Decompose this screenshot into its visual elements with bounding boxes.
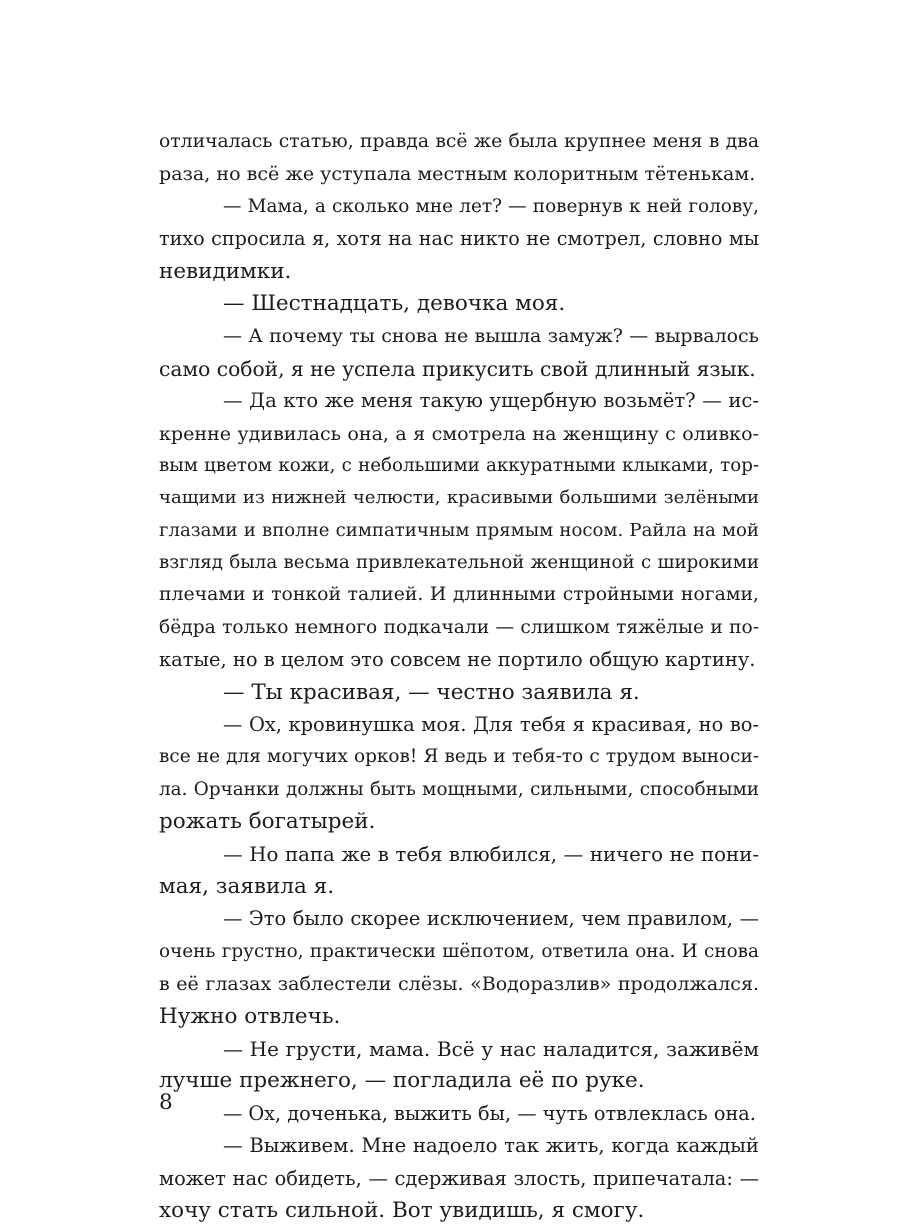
- text-line: раза, но всё же уступала местным колоритным тётенькам.: [159, 163, 756, 186]
- text-line: — Ты красивая, — честно заявила я.: [223, 679, 640, 705]
- body-text: [159, 126, 759, 1227]
- text-line: мая, заявила я.: [159, 873, 335, 899]
- text-line: ла. Орчанки должны быть мощными, сильными, способными: [159, 778, 759, 800]
- text-line: само собой, я не успела прикусить свой длинный язык.: [159, 356, 756, 381]
- text-line: — Это было скорее исключением, чем правилом, —: [223, 907, 759, 931]
- text-line: — Не грусти, мама. Всё у нас наладится, заживём: [223, 1036, 759, 1061]
- text-line: — Но папа же в тебя влюбился, — ничего не пони-: [223, 842, 759, 866]
- text-line: рожать богатырей.: [159, 809, 376, 835]
- text-line: в её глазах заблестели слёзы. «Водоразлив» продолжался.: [159, 973, 759, 996]
- text-line: — Мама, а сколько мне лет? — повернув к ней голову,: [223, 195, 759, 217]
- text-line: — Да кто же меня такую ущербную возьмёт? — ис-: [223, 389, 759, 413]
- text-line: невидимки.: [159, 258, 292, 284]
- text-line: хочу стать сильной. Вот увидишь, я смогу.: [159, 1197, 645, 1223]
- text-line: глазами и вполне симпатичным прямым носом. Райла на мой: [159, 519, 759, 541]
- page-number: 8: [159, 1090, 173, 1115]
- text-line: все не для могучих орков! Я ведь и тебя-то с трудом выноси-: [159, 746, 759, 768]
- text-line: кренне удивилась она, а я смотрела на женщину с оливко-: [159, 422, 759, 445]
- text-line: может нас обидеть, — сдерживая злость, припечатала: —: [159, 1166, 759, 1190]
- text-line: взгляд была весьма привлекательной женщиной с широкими: [159, 552, 759, 574]
- text-line: очень грустно, практически шёпотом, ответила она. И снова: [159, 940, 759, 962]
- text-line: — Ох, кровинушка моя. Для тебя я красивая, но во-: [223, 713, 759, 737]
- text-line: — А почему ты снова не вышла замуж? — вырвалось: [223, 325, 759, 348]
- text-line: — Выживем. Мне надоело так жить, когда каждый: [223, 1134, 759, 1158]
- text-line: — Ох, доченька, выжить бы, — чуть отвлеклась она.: [223, 1101, 756, 1125]
- text-line: вым цветом кожи, с небольшими аккуратными клыками, тор-: [159, 454, 759, 476]
- text-line: катые, но в целом это совсем не портило общую картину.: [159, 648, 756, 672]
- text-line: чащими из нижней челюсти, красивыми большими зелёными: [159, 487, 759, 509]
- text-line: тихо спросила я, хотя на нас никто не смотрел, словно мы: [159, 227, 759, 251]
- text-line: — Шестнадцать, девочка моя.: [223, 290, 566, 316]
- text-line: плечами и тонкой талией. И длинными стройными ногами,: [159, 584, 759, 606]
- text-line: отличалась статью, правда всё же была крупнее меня в два: [159, 131, 759, 152]
- text-line: лучше прежнего, — погладила её по руке.: [159, 1068, 645, 1094]
- text-line: бёдра только немного подкачали — слишком тяжёлые и по-: [159, 616, 759, 638]
- text-line: Нужно отвлечь.: [159, 1003, 341, 1029]
